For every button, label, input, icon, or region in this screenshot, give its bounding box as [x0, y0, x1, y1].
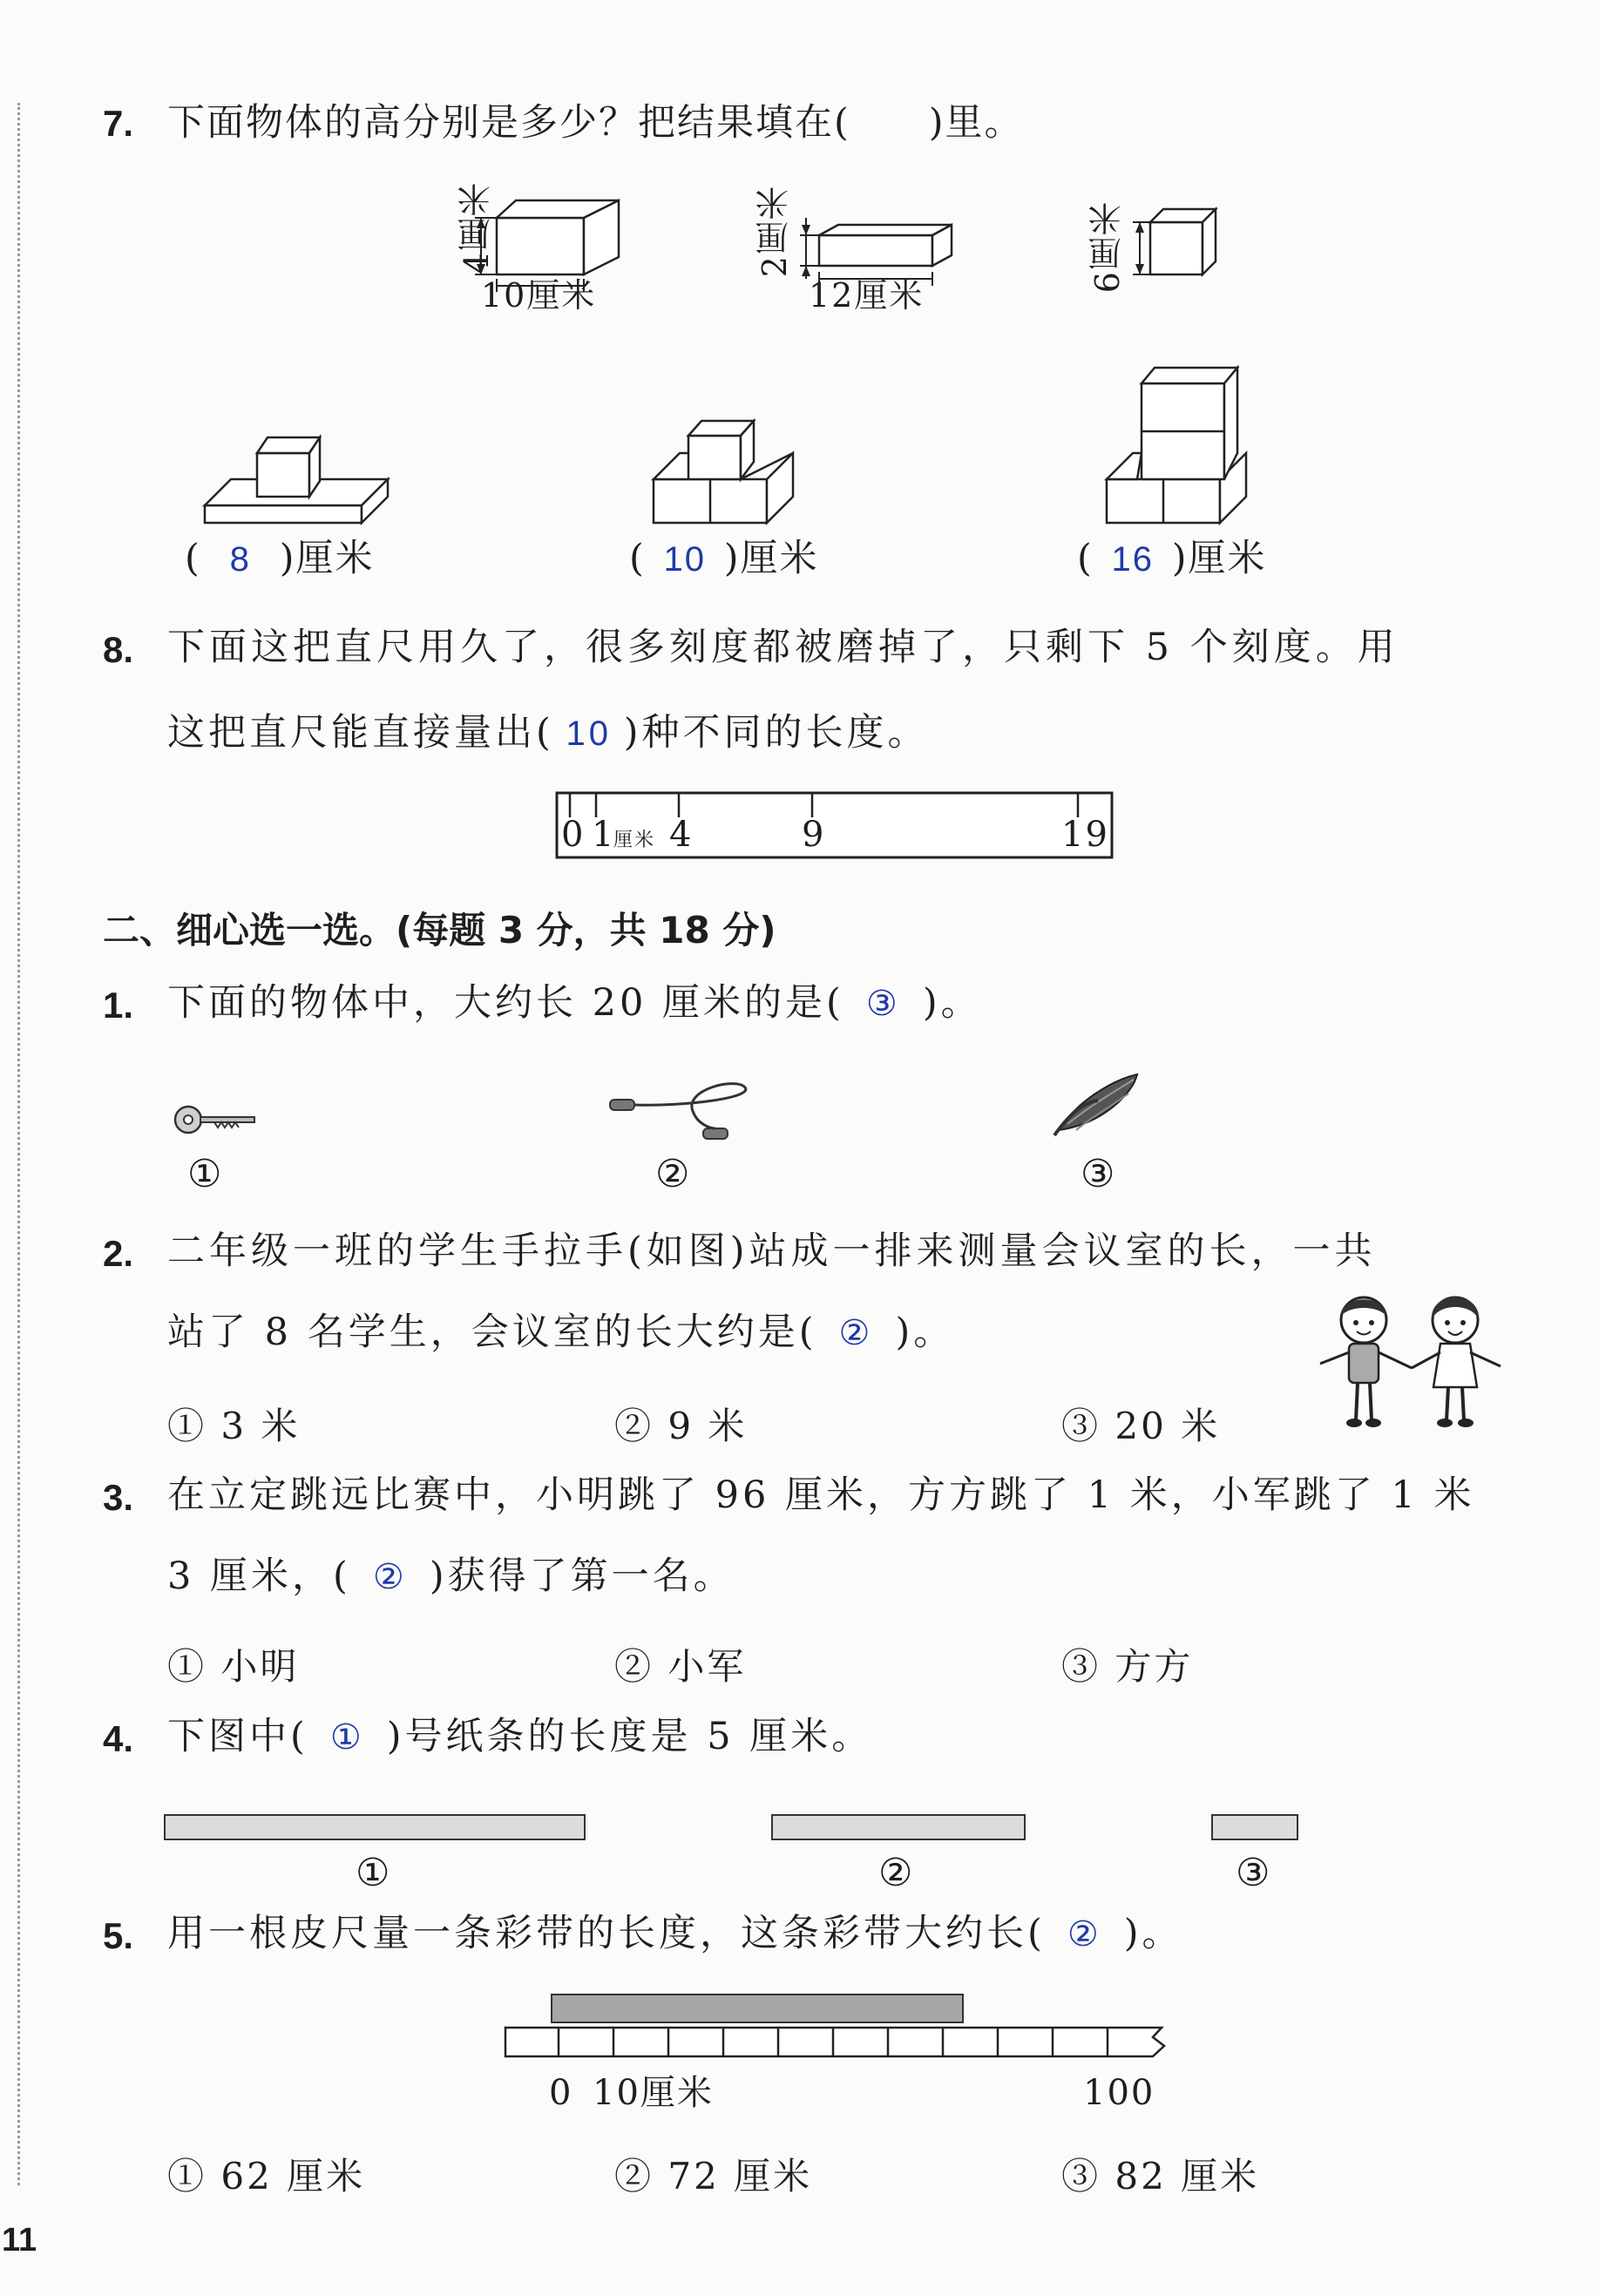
tape-label-ten: 10厘米 [593, 2073, 714, 2113]
s5-option-2: ② 72 厘米 [614, 2155, 813, 2198]
s2-option-2: ② 9 米 [614, 1405, 748, 1447]
s4-text: 下图中( ① )号纸条的长度是 5 厘米。 [167, 1715, 873, 1758]
q8-number: 8. [103, 629, 134, 670]
s1-option-2: ② [655, 1152, 690, 1196]
q7-text: 下面物体的高分别是多少？把结果填在( )里。 [167, 101, 1024, 145]
q7-fig3-height-label: 6厘米 [1088, 200, 1127, 294]
s3-option-1: ① 小明 [167, 1645, 300, 1688]
q7-answer-1: ( 8 )厘米 [185, 537, 375, 580]
page-number: 11 [2, 2222, 37, 2259]
q7-number: 7. [103, 103, 134, 144]
s2-option-1: ① 3 米 [167, 1405, 301, 1447]
q7-stack-c-figure [1102, 357, 1277, 532]
s2-number: 2. [103, 1233, 134, 1274]
tape-label-hundred: 100 [1083, 2073, 1155, 2113]
q7-fig2-height-label: 2厘米 [755, 185, 794, 278]
q7-stack-a-figure [196, 427, 388, 532]
s5-option-1: ① 62 厘米 [167, 2155, 366, 2198]
ribbon [551, 1994, 964, 2023]
q7-fig1-length-label: 10厘米 [481, 276, 597, 315]
s3-number: 3. [103, 1477, 134, 1518]
q7-cube-6-figure [1124, 192, 1264, 296]
q8-line1: 下面这把直尺用久了，很多刻度都被磨掉了，只剩下 5 个刻度。用 [167, 626, 1399, 669]
q7-fig1-height-label: 4厘米 [457, 181, 496, 274]
section2-title: 二、细心选一选。(每题 3 分，共 18 分) [103, 909, 776, 952]
tape-measure [504, 2023, 1166, 2067]
ruler-label-1: 1 [592, 815, 616, 855]
q8-line2: 这把直尺能直接量出( 10 )种不同的长度。 [167, 711, 929, 755]
s5-text: 用一根皮尺量一条彩带的长度，这条彩带大约长( ② )。 [167, 1912, 1183, 1955]
s2-answer: ② [838, 1314, 874, 1352]
s2-line2: 站了 8 名学生，会议室的长大约是( ② )。 [167, 1311, 955, 1354]
s1-text: 下面的物体中，大约长 20 厘米的是( ③ )。 [167, 981, 982, 1025]
s3-option-2: ② 小军 [614, 1645, 747, 1688]
q7-answer-1-value: 8 [229, 540, 251, 579]
s5-option-3: ③ 82 厘米 [1061, 2155, 1260, 2198]
q7-fig2-length-label: 12厘米 [809, 276, 925, 315]
children-holding-hands-illustration [1316, 1290, 1508, 1438]
s2-option-3: ③ 20 米 [1061, 1405, 1221, 1447]
s1-option-1: ① [187, 1152, 222, 1196]
s4-answer: ① [329, 1718, 365, 1757]
ruler-label-9: 9 [802, 815, 826, 855]
jump-rope-icon [606, 1080, 754, 1150]
ruler-unit-label: 厘米 [613, 830, 656, 851]
s3-line2: 3 厘米，( ② )获得了第一名。 [167, 1554, 735, 1598]
s5-answer: ② [1067, 1915, 1102, 1954]
ruler-label-19: 19 [1061, 815, 1109, 855]
q7-answer-2: ( 10 )厘米 [629, 537, 819, 580]
s2-line1: 二年级一班的学生手拉手(如图)站成一排来测量会议室的长，一共 [167, 1229, 1377, 1273]
s3-answer: ② [372, 1558, 408, 1596]
margin-dotted-line [17, 103, 20, 2185]
paper-strip-1 [164, 1814, 586, 1840]
corn-icon [1050, 1067, 1146, 1137]
s1-number: 1. [103, 985, 134, 1026]
ruler-label-0: 0 [561, 815, 586, 855]
q7-stack-b-figure [649, 414, 823, 532]
paper-strip-3 [1211, 1814, 1298, 1840]
q7-answer-3-value: 16 [1111, 540, 1155, 579]
paper-strip-2 [771, 1814, 1026, 1840]
ruler-label-4: 4 [669, 815, 694, 855]
s1-option-3: ③ [1081, 1152, 1115, 1196]
s5-number: 5. [103, 1915, 134, 1956]
q8-answer: 10 [566, 715, 613, 753]
strip-label-2: ② [878, 1851, 913, 1895]
s3-line1: 在立定跳远比赛中，小明跳了 96 厘米，方方跳了 1 米，小军跳了 1 米 [167, 1473, 1475, 1517]
key-icon [164, 1102, 260, 1137]
s1-answer: ③ [865, 985, 901, 1023]
strip-label-3: ③ [1236, 1851, 1270, 1895]
s3-option-3: ③ 方方 [1061, 1645, 1194, 1688]
q7-answer-3: ( 16 )厘米 [1077, 537, 1267, 580]
q7-answer-2-value: 10 [663, 540, 707, 579]
s4-number: 4. [103, 1718, 134, 1759]
tape-label-zero: 0 [549, 2073, 573, 2113]
strip-label-1: ① [356, 1851, 390, 1895]
